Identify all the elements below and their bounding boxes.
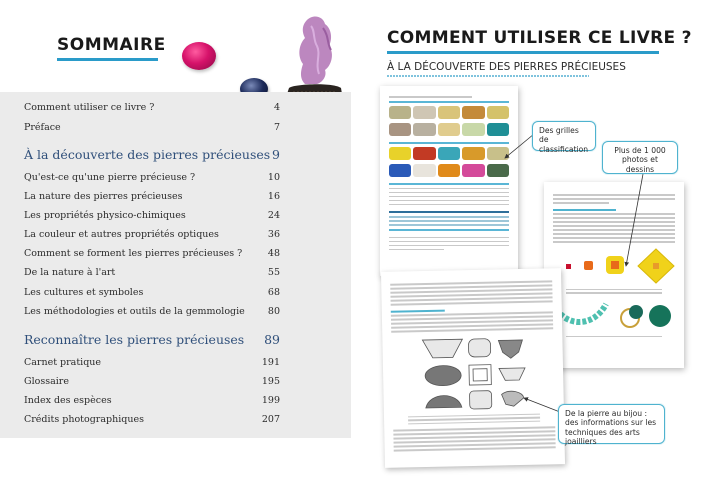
toc-page-number: 4 [273,102,280,113]
callout-photos-drawings: Plus de 1 000 photos et dessins [602,141,678,174]
toc-entry[interactable] [24,267,280,278]
toc-entry[interactable] [24,191,280,202]
sample-page-crystal-growth [544,182,684,368]
ruby-gem-image [182,42,216,70]
sample-page-facet-types [381,268,565,468]
callout-classification-grids: Des grilles de classification [532,121,596,151]
toc-entry[interactable] [24,376,280,387]
toc-entry[interactable] [24,414,280,425]
toc-entry[interactable] [24,395,280,406]
toc-entry[interactable] [24,210,280,221]
toc-entry-label: Glossaire [24,376,69,387]
toc-entry-label: Index des espèces [24,395,112,406]
sample-page-classification-grid [380,86,518,276]
title-underline [57,58,158,61]
toc-entry[interactable] [24,287,280,298]
toc-entry[interactable] [24,306,280,317]
sommaire-title: SOMMAIRE [57,35,166,55]
guide-title-underline [387,51,659,54]
guide-subtitle: À LA DÉCOUVERTE DES PIERRES PRÉCIEUSES [387,61,626,73]
toc-entry[interactable] [24,248,280,259]
toc-page-number: 9 [272,147,280,162]
toc-section-label: Reconnaître les pierres précieuses [24,332,245,347]
toc-page-number: 16 [267,191,280,202]
toc-page-number: 36 [267,229,280,240]
toc-entry[interactable] [24,229,280,240]
toc-page-number: 24 [267,210,280,221]
toc-page-number: 195 [261,376,280,387]
toc-entry-label: Les propriétés physico-chimiques [24,210,186,221]
toc-page-number: 48 [267,248,280,259]
amethyst-figurine-image [283,14,345,102]
toc-entry-label: Les cultures et symboles [24,287,144,298]
toc-entry[interactable] [24,122,280,133]
toc-page-number: 80 [267,306,280,317]
toc-entry-label: De la nature à l'art [24,267,116,278]
toc-entry-label: La nature des pierres précieuses [24,191,183,202]
toc-page-number: 7 [273,122,280,133]
toc-entry-label: Qu'est-ce qu'une pierre précieuse ? [24,172,196,183]
toc-section[interactable] [24,332,280,347]
toc-entry-label: Comment se forment les pierres précieuses ? [24,248,243,259]
toc-page-number: 199 [261,395,280,406]
toc-entry-label: Crédits photographiques [24,414,144,425]
toc-entry-label: Comment utiliser ce livre ? [24,102,155,113]
toc-entry[interactable] [24,102,280,113]
guide-subtitle-underline [387,75,589,77]
toc-entry-label: Carnet pratique [24,357,102,368]
guide-title: COMMENT UTILISER CE LIVRE ? [387,28,692,48]
toc-entry[interactable] [24,172,280,183]
toc-page-number: 68 [267,287,280,298]
toc-page-number: 191 [261,357,280,368]
toc-page-number: 55 [267,267,280,278]
callout-jewelry-techniques: De la pierre au bijou : des informations sur les techniques des arts joailliers [558,404,665,444]
toc-page-number: 10 [267,172,280,183]
toc-section[interactable] [24,147,280,162]
toc-entry-label: La couleur et autres propriétés optiques [24,229,219,240]
toc-page-number: 207 [261,414,280,425]
toc-page-number: 89 [264,332,280,347]
toc-entry[interactable] [24,357,280,368]
toc-entry-label: Les méthodologies et outils de la gemmologie [24,306,245,317]
toc-entry-label: Préface [24,122,61,133]
toc-section-label: À la découverte des pierres précieuses [24,147,271,162]
